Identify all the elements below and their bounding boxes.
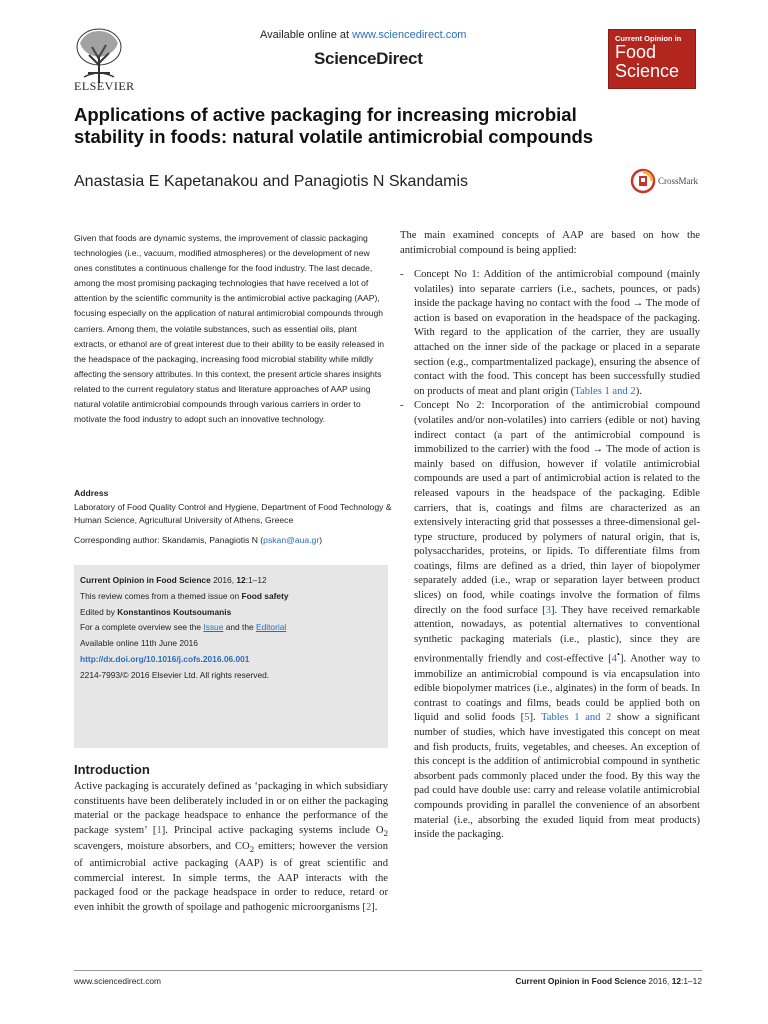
ref-link-5[interactable]: 5 [524, 712, 530, 724]
article-title: Applications of active packaging for increasing microbial stability in foods: natural volatile antimicrobial compounds [74, 104, 594, 147]
edited-by-line: Edited by Konstantinos Koutsoumanis [80, 606, 232, 617]
citation-line: Current Opinion in Food Science 2016, 12:1–12 [80, 575, 267, 585]
editorial-link[interactable]: Editorial [256, 622, 287, 633]
article-authors: Anastasia E Kapetanakou and Panagiotis N Skandamis [74, 173, 469, 190]
tables-link-1[interactable]: Tables 1 and 2 [574, 385, 636, 397]
ref-link-2[interactable]: 2 [365, 901, 372, 913]
crossmark-label: CrossMark [658, 176, 698, 186]
footer-divider [74, 970, 702, 971]
overview-line: For a complete overview see the Issue and the Editorial [80, 622, 287, 633]
concept-1: - Concept No 1: Addition of the antimicrobial compound (mainly volatiles) into separate carriers (i.e., sachets, pounces, or pads) inside the package having no contact with the food → The mode of action is based on evaporation in the headspace of the packaging. With regard to the application of the carrier, they are usually attached on the inner side of the package or placed in a separate section (e.g., compartmentalized package), ensuring the absence of contact with the food. This concept has been successfully studied on products of meat and plant origin (Tables 1 and 2). [400, 269, 700, 397]
abstract: Given that foods are dynamic systems, the improvement of classic packaging technologies (i.e., vacuum, modified atmospheres) or the development of new ones constitutes a continuous challenge for the food industry. The last decade, among the most promising packaging technologies that have received a lot of attention by the scientific community is the antimicrobial active packaging (AAP), focusing especially on the application of natural antimicrobial compounds through carriers. Among them, the volatile substances, such as essential oils, plant extracts, or ethanol are of great interest due to their ability to be easily released in the headspace of the packaging, increasing food microbial stability while mildly affecting the sensory attributes. In this context, the present article shares insights related to the current regulatory status and literature approaches of AAP using natural volatile antimicrobial compounds through various carriers in order to motivate the food industry to adopt such an innovative technology. [74, 233, 385, 425]
issue-link[interactable]: Issue [203, 622, 224, 633]
address-heading: Address [74, 488, 109, 498]
introduction-text: Active packaging is accurately defined as ‘packaging in which subsidiary constituents have been deliberately included in or on either the packaging material or the package headspace to enhance the performance of the package system’ [1]. Principal active packaging systems include $O_2$ scavengers, moisture absorbers, and $CO_2$ emitters; however the version of antimicrobial active packaging (AAP) is of great scientific and commercial interest. In simple terms, the AAP interacts with the packaged food or the package headspace in order to reduce, retard or even inhibit the growth of spoilage and pathogenic microorganisms [2]. [74, 781, 389, 913]
tables-link-2[interactable]: Tables 1 and 2 [541, 712, 612, 724]
article-info-box [74, 565, 388, 748]
introduction-heading: Introduction [74, 762, 150, 777]
themed-issue-line: This review comes from a themed issue on Food safety [80, 590, 289, 601]
available-online: Available online at www.sciencedirect.com [260, 29, 467, 41]
copyright-line: 2214-7993/© 2016 Elsevier Ltd. All rights reserved. [80, 669, 270, 680]
footer-citation: Current Opinion in Food Science 2016, 12:1–12 [515, 976, 702, 986]
concepts-intro: The main examined concepts of AAP are based on how the antimicrobial compound is being applied: [400, 230, 700, 256]
concept-2: - Concept No 2: Incorporation of the antimicrobial compound (volatiles and/or non-volatiles) into carriers (edible or not) having indirect contact (a part of the antimicrobial compound is immobilized to the carrier) with the food → The mode of action is mainly based on diffusion, however if volatile antimicrobial compounds are used a part of antimicrobial action is related to the released vapours in the headspace of the packaging. Edible carriers, that is, coatings and films are characterized as an extensively interacting grid that possesses a three-dimensional gel-type structure, produced by polymers of natural origin, that is, polysaccharides, proteins, or lipids. To differentiate films from coatings, films are defined as a dried, thin layer of biopolymer separately added (i.e., wrap or separation layer between product slices) on food, while coatings involve the formation of films directly on the food surface [3]. They have received remarkable attention, nowadays, as potential alternatives to conventional synthetic packaging materials (i.e., plastic), since they are environmentally friendly and cost-effective [4•]. Another way to immobilize an antimicrobial compound is via encapsulation into edible biopolymer matrices (i.e., alginates) in the form of beads. In contrast to coatings and films, beads could be applied both on liquid and solid foods [5]. Tables 1 and 2 show a significant number of studies, which have investigated this concept on meat and fish products, fruits, vegetables, and cheeses. An exception of this concept is the addition of antimicrobial compound in synthetic absorbent pads commonly placed under the food. By this way the pad could have double use: carry and release volatile antimicrobial compounds providing in parallel the convenience of an absorbent material (i.e., absorbing the exuded liquid from meat products) inside the packaging. [400, 400, 700, 841]
footer-url[interactable]: www.sciencedirect.com [74, 976, 162, 986]
doi-link[interactable]: http://dx.doi.org/10.1016/j.cofs.2016.06.001 [80, 653, 250, 664]
concepts-list [400, 268, 700, 843]
available-date: Available online 11th June 2016 [80, 638, 198, 649]
journal-logo-line2: Food [615, 42, 657, 62]
publisher-name: ELSEVIER [74, 79, 135, 93]
ref-link-3[interactable]: 3 [545, 604, 551, 616]
corresponding-author: Corresponding author: Skandamis, Panagiotis N (pskan@aua.gr) [74, 535, 323, 545]
journal-logo-line1: Current Opinion in [615, 34, 682, 43]
address-text: Laboratory of Food Quality Control and Hygiene, Department of Food Technology & Human Science, Agricultural University of Athens, Greece [74, 502, 392, 525]
author-email-link[interactable]: pskan@aua.gr [263, 535, 320, 545]
platform-name: ScienceDirect [314, 49, 423, 68]
sciencedirect-link[interactable]: www.sciencedirect.com [352, 29, 467, 41]
journal-logo [608, 29, 696, 89]
journal-logo-line3: Science [615, 61, 680, 81]
ref-link-4[interactable]: 4 [611, 653, 617, 665]
ref-link-1[interactable]: 1 [156, 824, 162, 836]
